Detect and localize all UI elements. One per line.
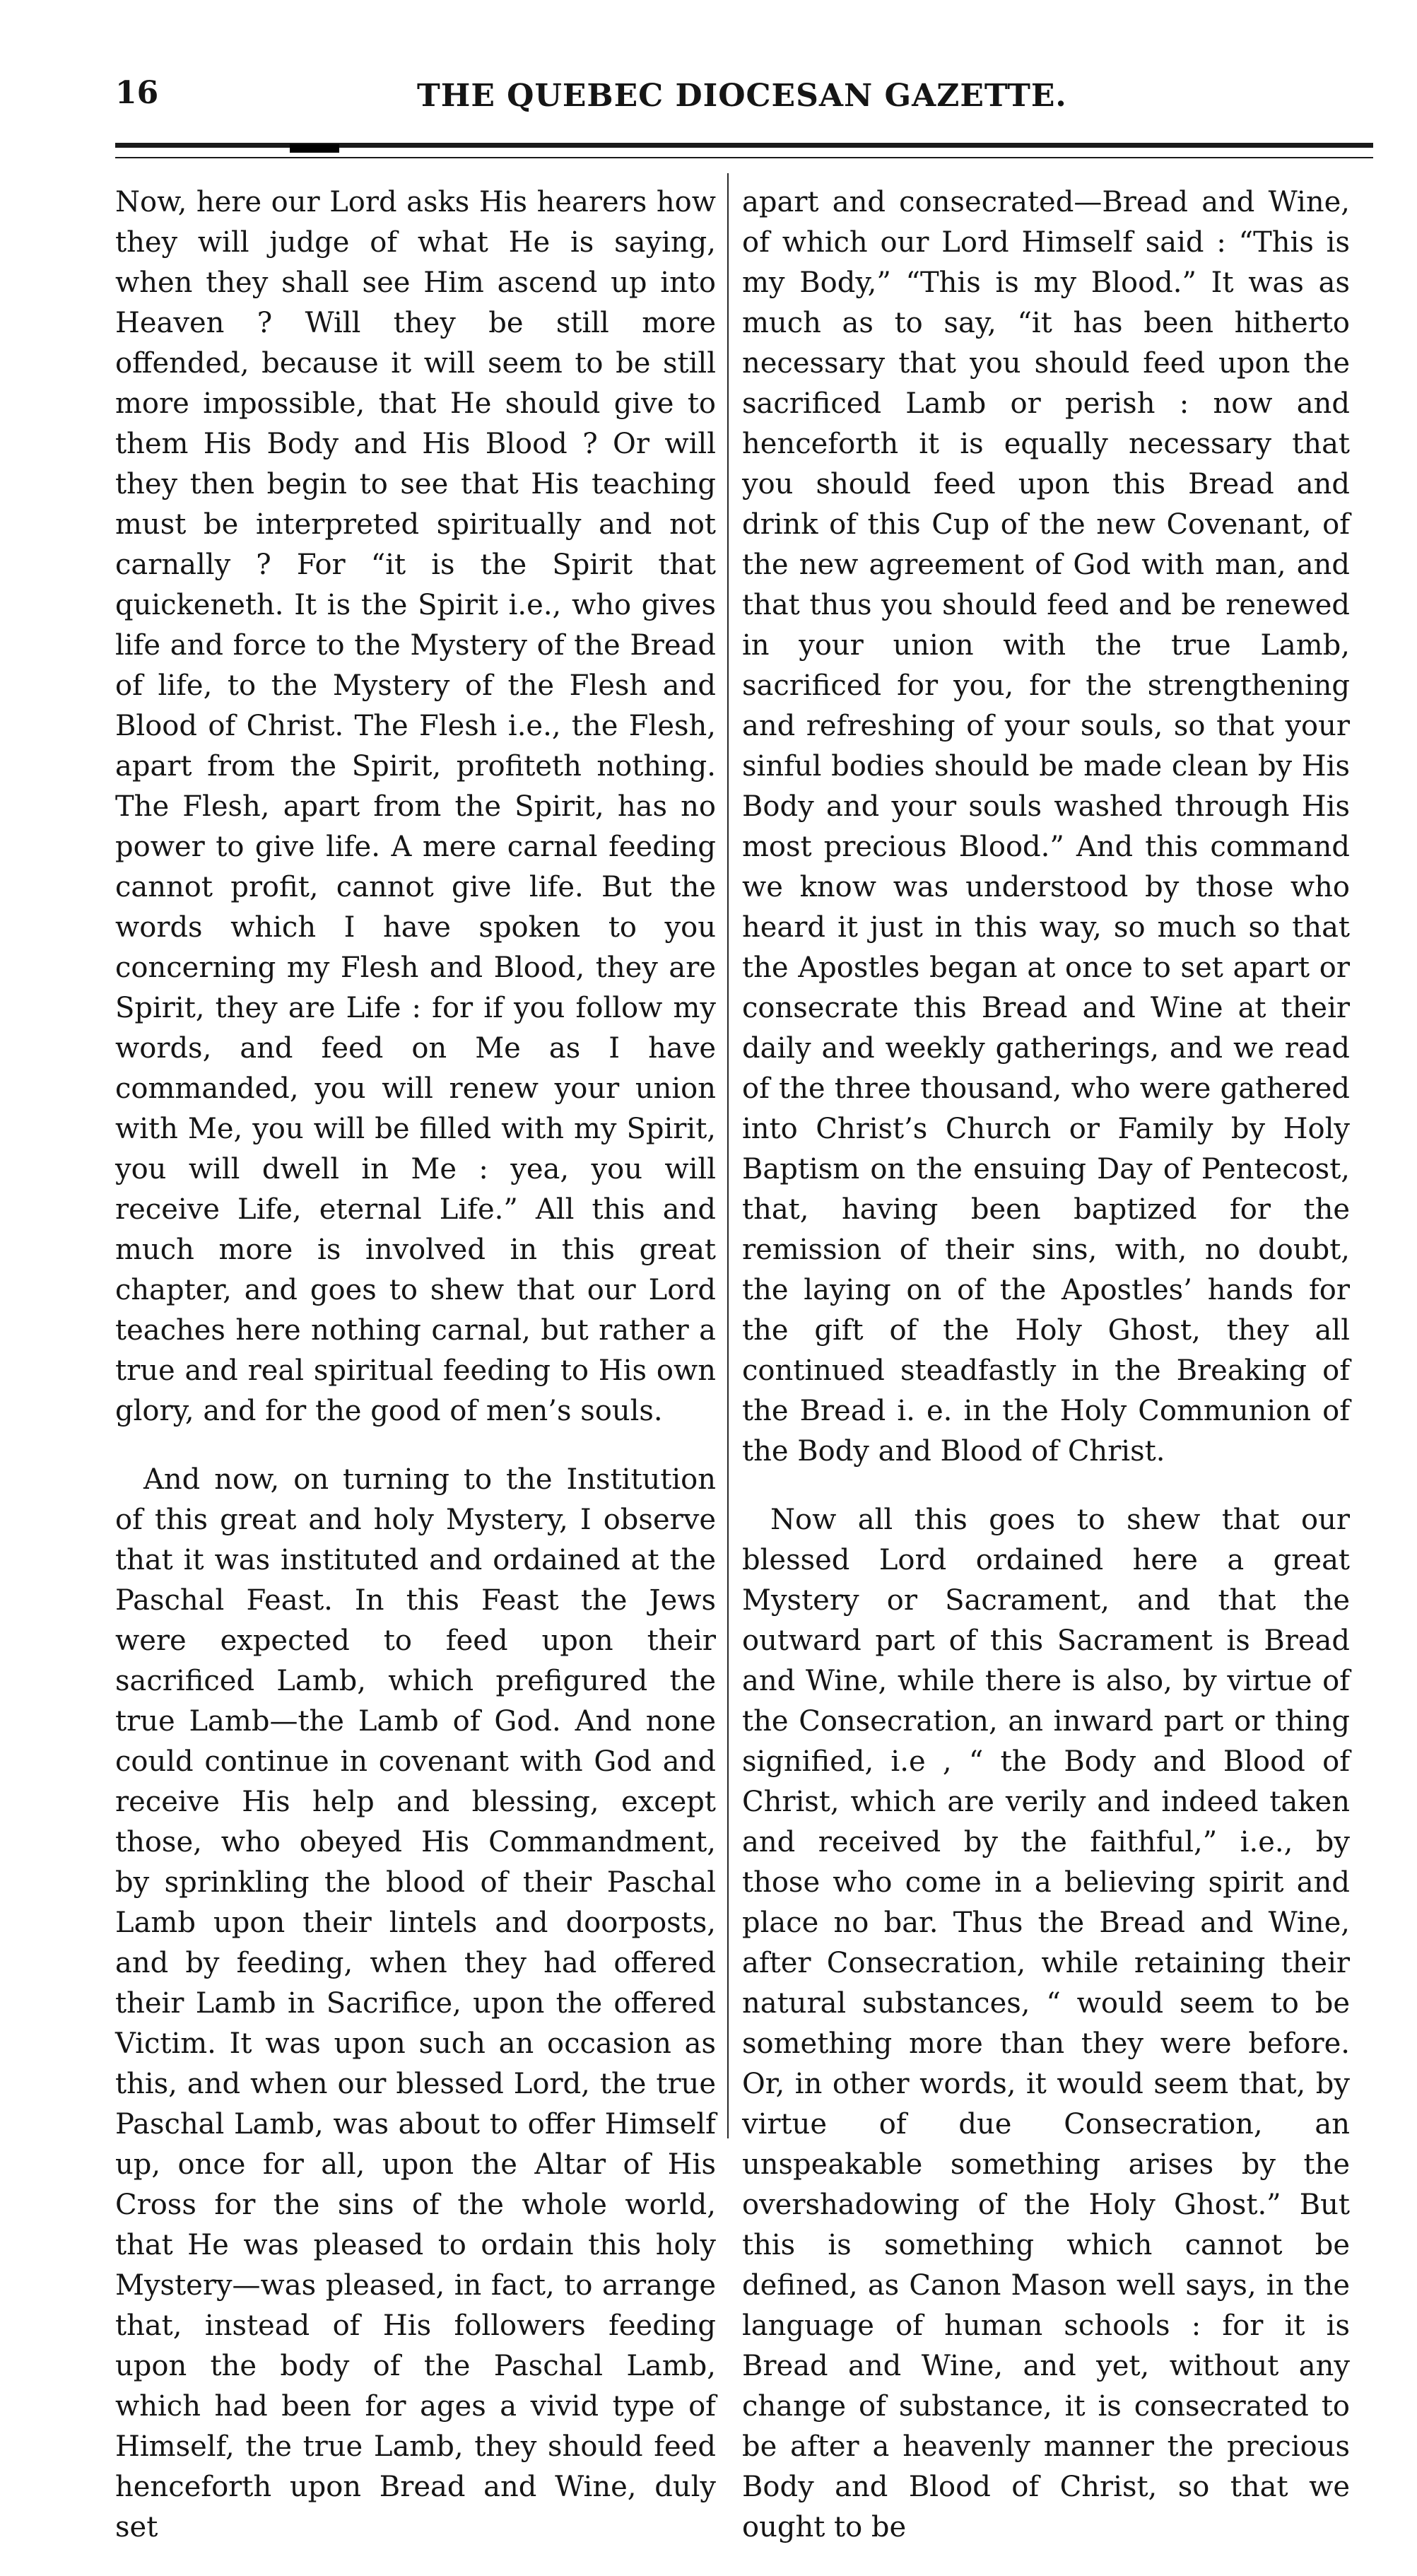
gazette-title: THE QUEBEC DIOCESAN GAZETTE. [417, 78, 1067, 114]
right-paragraph-1: apart and consecrated—Bread and Wine, of which our Lord Himself said : “This is my Body,” “This is my Blood.” It was as much as to say, “it has been hitherto necessary that you should feed upon the sacrificed Lamb or perish : now and henceforth it is equally necessary that you should feed upon this Bread and drink of this Cup of the new Covenant, of the new agreement of God with man, and that thus you should feed and be renewed in your union with the true Lamb, sacrificed for you, for the strengthening and refreshing of your souls, so that your sinful bodies should be made clean by His Body and your souls washed through His most precious Blood.” And this command we know was understood by those who heard it just in this way, so much so that the Apostles began at once to set apart or consecrate this Bread and Wine at their daily and weekly gatherings, and we read of the three thousand, who were gathered into Christ’s Church or Family by Holy Baptism on the ensuing Day of Pentecost, that, having been baptized for the remission of their sins, with, no doubt, the laying on of the Apostles’ hands for the gift of the Holy Ghost, they all continued steadfastly in the Breaking of the Bread i. e. in the Holy Communion of the Body and Blood of Christ. [742, 186, 1350, 1468]
right-column [742, 182, 1350, 2576]
left-column [115, 182, 716, 2576]
left-paragraph-1: Now, here our Lord asks His hearers how they will judge of what He is saying, when they shall see Him ascend up into Heaven ? Will they be still more offended, because it will seem to be still more impossible, that He should give to them His Body and His Blood ? Or will they then begin to see that His teaching must be interpreted spiritually and not carnally ? For “it is the Spirit that quickeneth. It is the Spirit i.e., who gives life and force to the Mystery of the Bread of life, to the Mystery of the Flesh and Blood of Christ. The Flesh i.e., the Flesh, apart from the Spirit, profiteth nothing. The Flesh, apart from the Spirit, has no power to give life. A mere carnal feeding cannot profit, cannot give life. But the words which I have spoken to you concerning my Flesh and Blood, they are Spirit, they are Life : for if you follow my words, and feed on Me as I have commanded, you will renew your union with Me, you will be filled with my Spirit, you will dwell in Me : yea, you will receive Life, eternal Life.” All this and much more is involved in this great chapter, and goes to shew that our Lord teaches here nothing carnal, but rather a true and real spiritual feeding to His own glory, and for the good of men’s souls. [115, 186, 716, 1427]
header-rule-thin [115, 157, 1373, 158]
header-rule-mark [290, 144, 339, 153]
right-paragraph-2: Now all this goes to shew that our blessed Lord ordained here a great Mystery or Sacrament, and that the outward part of this Sacrament is Bread and Wine, while there is also, by virtue of the Consecration, an inward part or thing signified, i.e , “ the Body and Blood of Christ, which are verily and indeed taken and received by the faithful,” i.e., by those who come in a believing spirit and place no bar. Thus the Bread and Wine, after Consecration, while retaining their natural substances, “ would seem to be something more than they were before. Or, in other words, it would seem that, by virtue of due Consecration, an unspeakable something arises by the overshadowing of the Holy Ghost.” But this is something which cannot be defined, as Canon Mason well says, in the language of human schools : for it is Bread and Wine, and yet, without any change of substance, it is consecrated to be after a heavenly manner the precious Body and Blood of Christ, so that we ought to be [742, 1504, 1350, 2543]
left-paragraph-2: And now, on turning to the Institution of this great and holy Mystery, I observe that it was instituted and ordained at the Paschal Feast. In this Feast the Jews were expected to feed upon their sacrificed Lamb, which prefigured the true Lamb—the Lamb of God. And none could continue in covenant with God and receive His help and blessing, except those, who obeyed His Commandment, by sprinkling the blood of their Paschal Lamb upon their lintels and doorposts, and by feeding, when they had offered their Lamb in Sacrifice, upon the offered Victim. It was upon such an occasion as this, and when our blessed Lord, the true Paschal Lamb, was about to offer Himself up, once for all, upon the Altar of His Cross for the sins of the whole world, that He was pleased to ordain this holy Mystery—was pleased, in fact, to arrange that, instead of His followers feeding upon the body of the Paschal Lamb, which had been for ages a vivid type of Himself, the true Lamb, they should feed henceforth upon Bread and Wine, duly set [115, 1463, 716, 2543]
page-number: 16 [115, 75, 159, 111]
column-divider [727, 173, 729, 2138]
